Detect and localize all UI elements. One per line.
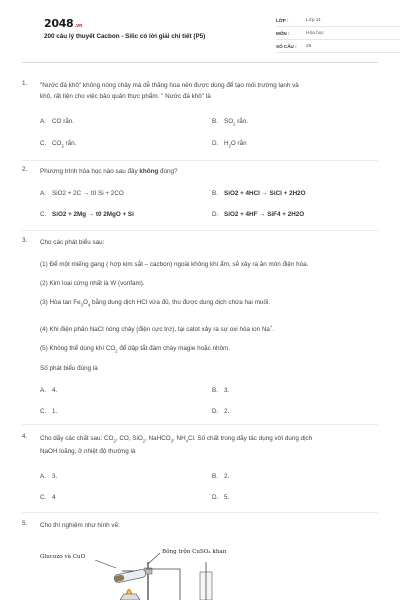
option-c[interactable] [40, 211, 134, 218]
question-line: "Nước đá khô" không nóng chảy mà dễ thăng hoa nên được dùng để tạo môi trường lạnh và [40, 82, 299, 89]
meta-key: MÔN : [276, 30, 290, 36]
option-text: 3. [52, 473, 58, 480]
option-text: CO [52, 140, 62, 147]
subscript: 4 [185, 438, 188, 444]
statement-text: để dập tắt đám cháy magie hoặc nhôm. [117, 345, 230, 352]
option-c[interactable] [40, 408, 57, 415]
question-number: 3. [22, 237, 28, 244]
subscript: 2 [115, 348, 118, 354]
question-line: khô, rất tiện cho việc bảo quản thực phẩm. " Nước đá khô" là [40, 93, 211, 100]
question-number: 5. [22, 520, 28, 527]
question-divider [22, 230, 378, 231]
statement-text: (3) Hòa tan Fe [40, 299, 81, 306]
statement-text: O [82, 299, 88, 306]
subscript: 3 [80, 302, 83, 308]
option-a[interactable] [40, 473, 57, 480]
option-text: O rắn [230, 140, 247, 147]
option-text: SiO2 + 4HCl → SiCl + 2H2O [224, 190, 306, 197]
superscript: + [269, 324, 273, 329]
option-label: A. [40, 190, 46, 197]
option-b[interactable] [212, 473, 229, 480]
option-text: 3. [224, 387, 230, 394]
option-text: rắn. [63, 140, 77, 147]
question-4 [22, 433, 378, 508]
question-1 [22, 80, 378, 160]
meta-key: LỚP : [276, 17, 289, 23]
option-label: B. [212, 473, 218, 480]
option-label: D. [212, 408, 219, 415]
question-number: 4. [22, 433, 28, 440]
statement-text: (5) Không thể dùng khí CO [40, 345, 116, 352]
statement-4 [40, 321, 274, 335]
subscript: 2 [233, 121, 236, 127]
subscript: 4 [87, 302, 91, 308]
subscript: 2 [228, 143, 231, 149]
option-label: A. [40, 387, 46, 394]
meta-value: Hóa học [306, 30, 324, 36]
apparatus-drawing [40, 542, 260, 600]
question-text [40, 80, 378, 102]
question-prompt: Số phát biểu đúng là [40, 365, 98, 372]
statement-1: (1) Để một miếng gang ( hợp kim sắt – cacbon) ngoài không khí ẩm, sẽ xảy ra ăn mòn điện hóa. [40, 261, 309, 268]
option-label: A. [40, 473, 46, 480]
question-segment: Cho dãy các chất sau: CO [40, 435, 114, 442]
option-text: CO rắn. [52, 118, 75, 125]
statement-text: bằng dung dịch HCl vừa đủ, thu được dung dịch chứa hai muối. [90, 299, 271, 306]
option-text: 4 [52, 494, 56, 501]
option-text: SiO2 + 2C → t0 Si + 2CO [52, 190, 124, 197]
meta-row-count [276, 40, 400, 53]
question-number: 1. [22, 80, 28, 87]
option-d[interactable] [212, 140, 247, 148]
option-text: H [224, 140, 229, 147]
option-d[interactable] [212, 211, 304, 218]
option-a[interactable] [40, 118, 74, 125]
option-c[interactable] [40, 140, 76, 148]
meta-table [276, 14, 400, 53]
question-line: đúng? [158, 168, 178, 175]
page-header [22, 0, 378, 60]
option-label: A. [40, 118, 46, 125]
statement-text: . [272, 326, 275, 334]
option-label: D. [212, 494, 219, 501]
experiment-figure [40, 542, 260, 600]
question-number: 2. [22, 166, 28, 173]
question-segment: , CO, SiO [115, 435, 143, 442]
meta-row-class [276, 14, 400, 27]
question-2 [22, 166, 378, 226]
statement-2: (2) Kim loại cứng nhất là W (vonfam). [40, 280, 145, 287]
option-label: B. [212, 190, 218, 197]
figure-label-reactants: Glucozo và CuO [40, 554, 86, 560]
option-text: 4. [52, 387, 58, 394]
question-segment: Cl. Số chất trong dãy tác dụng với dung dịch [187, 435, 313, 442]
header-divider [22, 62, 378, 63]
question-divider [22, 512, 378, 513]
option-text: 1. [52, 408, 58, 415]
question-line: NaOH loãng, ở nhiệt độ thường là [40, 448, 136, 456]
option-b[interactable] [212, 387, 229, 394]
option-b[interactable] [212, 190, 306, 197]
page-title: 200 câu lý thuyết Cacbon - Silic có lời giải chi tiết (P5) [44, 33, 206, 40]
subscript: 2 [61, 143, 64, 149]
statement-5 [40, 343, 230, 356]
question-3 [22, 237, 378, 422]
question-line [40, 433, 378, 446]
option-label: B. [212, 118, 218, 125]
statement-text: (4) Khi điện phân NaCl nóng chảy (điện cực trơ), tại catot xảy ra sự oxi hóa ion Na [40, 326, 270, 334]
option-d[interactable] [212, 408, 229, 415]
emphasis: không [139, 168, 159, 175]
question-5 [22, 520, 378, 540]
option-text: rắn. [235, 118, 249, 125]
option-label: C. [40, 140, 47, 147]
figure-label-cotton: Bông trộn CuSO₄ khan [162, 549, 227, 555]
meta-value: 25 [306, 43, 312, 49]
question-text: Cho thí nghiệm như hình vẽ: [40, 522, 120, 529]
option-text: 5. [224, 494, 230, 501]
option-label: C. [40, 211, 47, 218]
option-label: D. [212, 211, 219, 218]
question-segment: , NaHCO [145, 435, 171, 442]
question-line: Phương trình hóa học nào sau đây [40, 168, 140, 175]
subscript: 2 [113, 438, 116, 444]
option-d[interactable] [212, 494, 229, 501]
option-label: B. [212, 387, 218, 394]
option-a[interactable] [40, 387, 57, 394]
option-c[interactable] [40, 494, 56, 501]
logo-text: 2048 [44, 17, 74, 30]
option-label: C. [40, 408, 47, 415]
option-text: 2. [224, 408, 230, 415]
site-logo[interactable] [44, 17, 82, 30]
question-segment: , NH [173, 435, 186, 442]
option-label: C. [40, 494, 47, 501]
meta-key: SỐ CÂU : [276, 43, 297, 49]
question-divider [22, 424, 378, 425]
question-text [40, 433, 378, 457]
question-text: Cho các phát biểu sau: [40, 239, 105, 246]
question-divider [22, 160, 378, 161]
question-text [40, 166, 378, 177]
option-label: D. [212, 140, 219, 147]
logo-suffix: .vn [74, 23, 83, 29]
option-text: SiO2 + 4HF → SiF4 + 2H2O [224, 211, 305, 218]
option-text: 2. [224, 473, 230, 480]
statement-3 [40, 297, 270, 310]
option-a[interactable] [40, 190, 124, 197]
subscript: 3 [170, 438, 174, 444]
meta-row-subject [276, 27, 400, 40]
option-text: SiO2 + 2Mg → t0 2MgO + Si [52, 211, 134, 218]
subscript: 2 [142, 438, 146, 444]
meta-value: Lớp 11 [306, 17, 321, 23]
option-text: SO [224, 118, 234, 125]
option-b[interactable] [212, 118, 248, 126]
